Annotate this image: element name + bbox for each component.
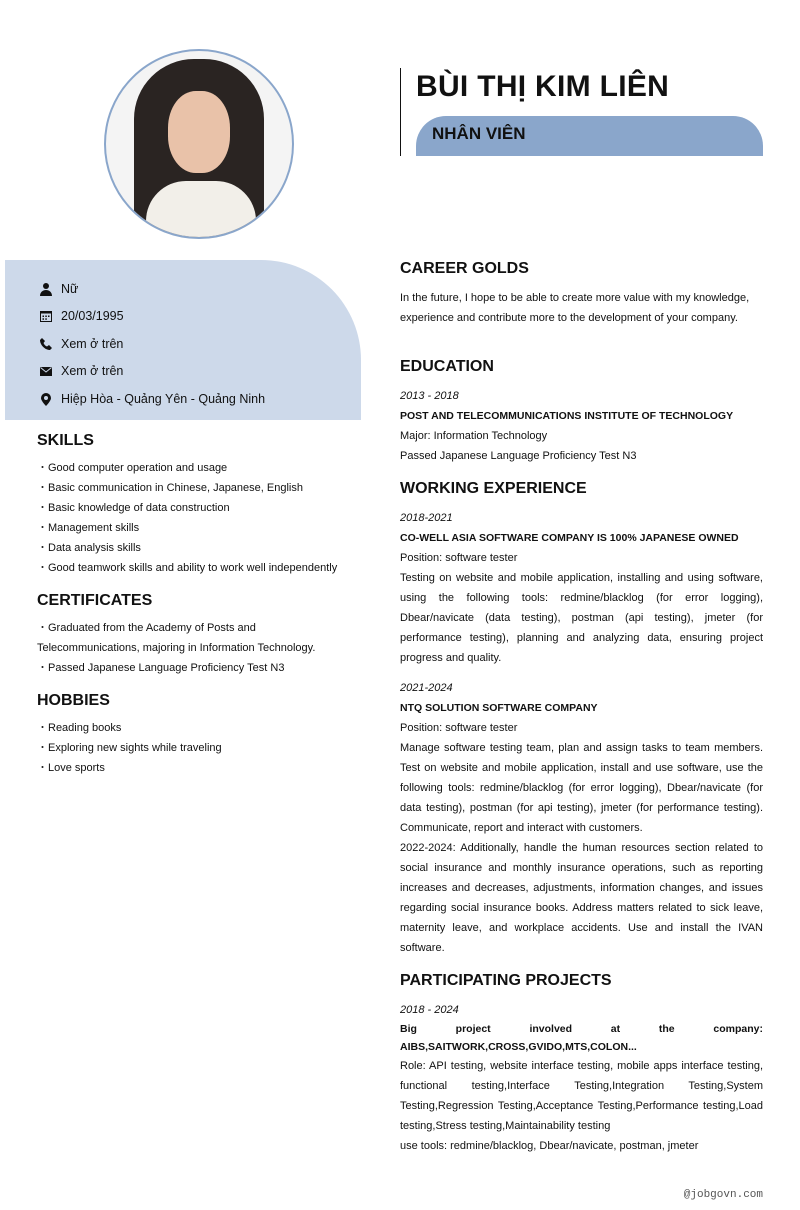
school-name: POST AND TELECOMMUNICATIONS INSTITUTE OF TECHNOLOGY (400, 410, 734, 422)
projects-section (400, 972, 763, 1156)
project-tools: use tools: redmine/blacklog, Dbear/navicate, postman, jmeter (400, 1140, 699, 1152)
list-item: ・Passed Japanese Language Proficiency Test N3 (37, 662, 285, 674)
date: 2018-2021 (400, 512, 453, 524)
job-position: Position: software tester (400, 722, 518, 734)
position-badge: NHÂN VIÊN (416, 116, 763, 156)
list-item: ・Management skills (37, 522, 140, 534)
left-column (37, 432, 347, 792)
mail-icon (39, 364, 53, 378)
company-name: CO-WELL ASIA SOFTWARE COMPANY IS 100% JAPANESE OWNED (400, 532, 739, 544)
divider (400, 68, 401, 156)
info-gender: Nữ (5, 275, 361, 303)
location-icon (39, 392, 53, 406)
info-address: Hiệp Hòa - Quảng Yên - Quảng Ninh (5, 385, 361, 413)
project-role: Role: API testing, website interface testing, mobile apps interface testing, functional testing,Interface Testing,Integration Testing,System Testing,Regression Testing,Acceptance Testing,Performance testing,Load testing,Stress testing,Maintainability testing (400, 1060, 763, 1132)
info-birthday: 20/03/1995 (5, 303, 361, 331)
list-item: ・Basic communication in Chinese, Japanese, English (37, 482, 303, 494)
section-title: CERTIFICATES (37, 592, 153, 609)
date: 2021-2024 (400, 682, 453, 694)
watermark: @jobgovn.com (683, 1189, 763, 1201)
list-item: ・Basic knowledge of data construction (37, 502, 230, 514)
certificates-section (37, 592, 347, 678)
career-section (400, 260, 763, 328)
candidate-name: BÙI THỊ KIM LIÊN (416, 70, 670, 103)
section-title: CAREER GOLDS (400, 260, 529, 277)
person-icon (39, 282, 53, 296)
list-item: ・Exploring new sights while traveling (37, 742, 222, 754)
job-entry (400, 678, 763, 958)
section-title: HOBBIES (37, 692, 110, 709)
list-item: ・Good teamwork skills and ability to work well independently (37, 562, 338, 574)
list-item: ・Data analysis skills (37, 542, 141, 554)
personal-info (5, 260, 361, 420)
section-title: WORKING EXPERIENCE (400, 480, 587, 497)
list-item: ・Graduated from the Academy of Posts and Telecommunications, majoring in Information Technology. (37, 622, 316, 654)
phone-icon (39, 337, 53, 351)
hobbies-section (37, 692, 347, 778)
job-description: Manage software testing team, plan and assign tasks to team members. Test on website and mobile application, install and use software, use the following tools: redmine/blacklog (for error logging), Dbear/navicate (for data testing), postman (for api testing), jmeter (for performance testing). Communicate, report and interact with customers. (400, 742, 763, 834)
info-phone: Xem ở trên (5, 330, 361, 358)
job-description: 2022-2024: Additionally, handle the human resources section related to social insurance and monthly insurance operations, such as reporting increases and decreases, adjustments, information changes, and issues regarding social insurance books. Address matters related to sick leave, maternity leave, and workplace accidents. Use and install the IVAN software. (400, 842, 763, 954)
list-item: ・Good computer operation and usage (37, 462, 228, 474)
list-item: ・Love sports (37, 762, 105, 774)
date: 2013 - 2018 (400, 390, 459, 402)
job-position: Position: software tester (400, 552, 518, 564)
company-name: NTQ SOLUTION SOFTWARE COMPANY (400, 702, 598, 714)
info-email: Xem ở trên (5, 358, 361, 386)
section-title: PARTICIPATING PROJECTS (400, 972, 612, 989)
profile-photo (104, 49, 294, 239)
job-entry (400, 508, 763, 668)
list-item: ・Reading books (37, 722, 122, 734)
project-name: Big project involved at the company: AIBS,SAITWORK,CROSS,GVIDO,MTS,COLON... (400, 1023, 763, 1053)
text-line: Passed Japanese Language Proficiency Test N3 (400, 450, 637, 462)
experience-section (400, 480, 763, 958)
text-line: Major: Information Technology (400, 430, 548, 442)
calendar-icon (39, 309, 53, 323)
section-title: SKILLS (37, 432, 94, 449)
career-text: In the future, I hope to be able to create more value with my knowledge, experience and contribute more to the development of your company. (400, 292, 750, 324)
right-column (400, 260, 763, 1170)
job-description: Testing on website and mobile application, installing and using software, using the following tools: redmine/blacklog (for error logging), Dbear/navicate (data testing), postman (api testing), jmeter (for performance testing), planning and analyzing data, ensuring project progress and quality. (400, 572, 763, 664)
skills-section (37, 432, 347, 578)
education-section (400, 358, 763, 466)
date: 2018 - 2024 (400, 1004, 459, 1016)
section-title: EDUCATION (400, 358, 494, 375)
